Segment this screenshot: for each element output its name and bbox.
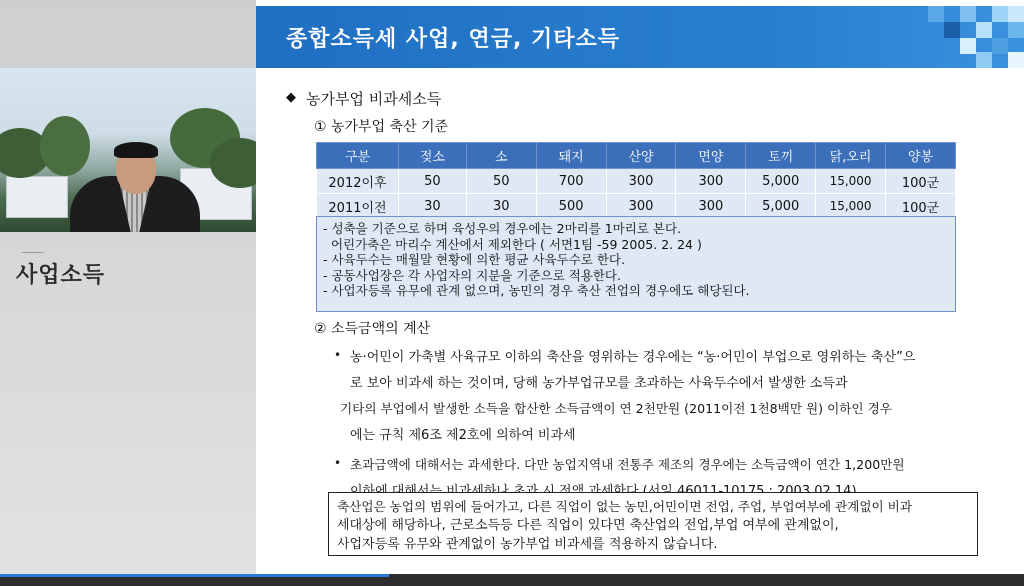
- table-cell: 50: [399, 169, 467, 194]
- slide-content: [256, 68, 1024, 574]
- table-row: [317, 194, 956, 219]
- bullet-line: 에는 규칙 제6조 제2호에 의하여 비과세: [350, 428, 576, 443]
- summary-line: 사업자등록 유무와 관계없이 농가부업 비과세를 적용하지 않습니다.: [337, 537, 718, 552]
- lecturer-video: [0, 68, 256, 232]
- livestock-notes-box: [316, 216, 956, 312]
- table-cell: 100군: [886, 169, 956, 194]
- livestock-table: [316, 142, 956, 218]
- table-cell: 2012이후: [317, 169, 399, 194]
- slide-header: [256, 6, 1024, 68]
- table-header-row: [317, 143, 956, 169]
- bullet-dot-icon: •: [334, 456, 342, 470]
- table-cell: 300: [676, 169, 746, 194]
- table-cell: 15,000: [816, 169, 886, 194]
- table-row: [317, 169, 956, 194]
- table-cell: 5,000: [746, 169, 816, 194]
- table-header-cell: 닭,오리: [816, 143, 886, 169]
- table-cell: 700: [536, 169, 606, 194]
- summary-box: [328, 492, 978, 556]
- note-line: - 공동사업장은 각 사업자의 지분을 기준으로 적용한다.: [323, 267, 621, 283]
- note-line: - 사업자등록 유무에 관계 없으며, 농민의 경우 축산 전업의 경우에도 해당된다.: [323, 283, 750, 299]
- video-progress-fill: [0, 574, 389, 577]
- note-line: - 사육두수는 매월말 현황에 의한 평균 사육두수로 한다.: [323, 252, 625, 268]
- video-progress-bar[interactable]: [0, 574, 1024, 586]
- heading-income-calculation: ② 소득금액의 계산: [314, 321, 431, 337]
- table-cell: 15,000: [816, 194, 886, 219]
- table-cell: 300: [676, 194, 746, 219]
- section-title: 사업소득: [16, 263, 106, 288]
- bullet-line: 농·어민이 가축별 사육규모 이하의 축산을 영위하는 경우에는 “농·어민이 부업으로 영위하는 축산”으: [350, 350, 916, 365]
- table-cell: 50: [466, 169, 536, 194]
- bullet-line: 로 보아 비과세 하는 것이며, 당해 농가부업규모를 초과하는 사육두수에서 발생한 소득과: [350, 376, 848, 391]
- slide-title: 종합소득세 사업, 연금, 기타소득: [286, 27, 620, 52]
- table-header-cell: 구분: [317, 143, 399, 169]
- table-header-cell: 돼지: [536, 143, 606, 169]
- note-line: 어린가축은 마리수 계산에서 제외한다 ( 서면1팀 -59 2005. 2. 24 ): [323, 236, 702, 252]
- diamond-bullet-icon: ◆: [286, 90, 296, 105]
- heading-main: 농가부업 비과세소득: [306, 90, 442, 108]
- table-header-cell: 젖소: [399, 143, 467, 169]
- table-header-cell: 면양: [676, 143, 746, 169]
- bullet-dot-icon: •: [334, 348, 342, 362]
- heading-livestock-criteria: ① 농가부업 축산 기준: [314, 119, 449, 135]
- table-cell: 100군: [886, 194, 956, 219]
- bullet-line: 기타의 부업에서 발생한 소득을 합산한 소득금액이 연 2천만원 (2011이전 1천8백만 원) 이하인 경우: [340, 401, 892, 416]
- bullet-line: 초과금액에 대해서는 과세한다. 다만 농업지역내 전통주 제조의 경우에는 소득금액이 연간 1,200만원: [350, 457, 905, 472]
- table-header-cell: 소: [466, 143, 536, 169]
- table-cell: 2011이전: [317, 194, 399, 219]
- table-cell: 5,000: [746, 194, 816, 219]
- table-header-cell: 토끼: [746, 143, 816, 169]
- table-header-cell: 산양: [606, 143, 676, 169]
- table-header-cell: 양봉: [886, 143, 956, 169]
- table-cell: 30: [466, 194, 536, 219]
- summary-line: 세대상에 해당하나, 근로소득등 다른 직업이 있다면 축산업의 전업,부업 여부에 관계없이,: [337, 518, 839, 533]
- note-line: - 성축을 기준으로 하며 육성우의 경우에는 2마리를 1마리로 본다.: [323, 221, 682, 236]
- table-cell: 300: [606, 169, 676, 194]
- table-cell: 300: [606, 194, 676, 219]
- table-cell: 30: [399, 194, 467, 219]
- divider: [22, 252, 44, 253]
- table-cell: 500: [536, 194, 606, 219]
- header-mosaic-decoration: [928, 6, 1024, 68]
- summary-line: 축산업은 농업의 범위에 들어가고, 다른 직업이 없는 농민,어민이면 전업, 주업, 부업여부에 관계없이 비과: [337, 499, 913, 514]
